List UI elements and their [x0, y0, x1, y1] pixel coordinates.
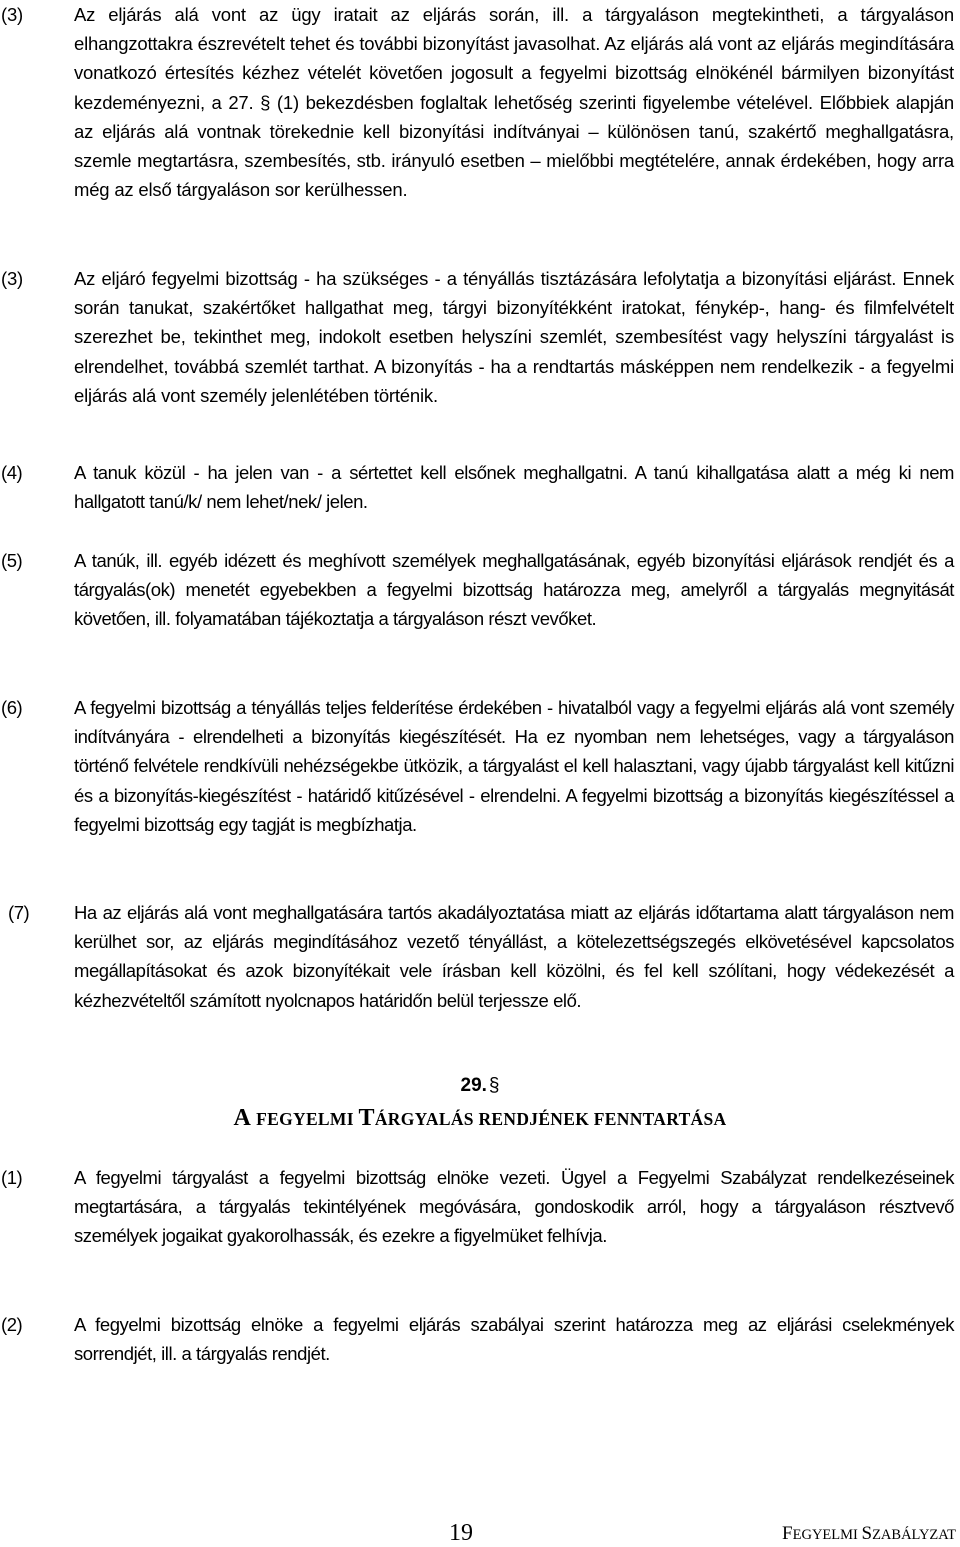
paragraph-number: (3) [1, 4, 24, 25]
document-title [782, 1523, 956, 1546]
paragraph-text: Ha az eljárás alá vont meghallgatására tartós akadályoztatása miatt az eljárás időtartama alatt tárgyaláson nem kerülhet sor, az eljárás megindításához vezető tényállást, a kötelezettségszegés elkövetésével kapcsolatos megállapításokat és azok bizonyítékait vele írásban kell közölni, és fel kell szólítani, hogy védekezését a kézhezvételtől számított nyolcnapos határidőn belül terjessze elő. [74, 902, 954, 1011]
paragraph-text: A fegyelmi bizottság a tényállás teljes felderítése érdekében - hivatalból vagy a fegyelmi eljárás alá vont személy indítványára - elrendelheti a bizonyítás kiegészítését. Ha ez nyomban nem lehetséges, vagy a tárgyaláson történő felvétele rendkívüli nehézségekbe ütközik, a tárgyalást el kell halasztani, vagy újabb tárgyalást kell kitűzni és a bizonyítás-kiegészítést - határidő kitűzésével - elrendelni. A fegyelmi bizottság a bizonyítás kiegészítéssel a fegyelmi bizottság egy tagját is megbízhatja. [74, 697, 954, 835]
paragraph-3b [0, 264, 960, 410]
paragraph-29-2 [0, 1310, 960, 1368]
paragraph-number: (5) [1, 550, 23, 571]
paragraph-text: A fegyelmi tárgyalást a fegyelmi bizottság elnöke vezeti. Ügyel a Fegyelmi Szabályzat rendelkezéseinek megtartására, a tárgyalás tekintélyének megóvására, gondoskodik arról, hogy a tárgyaláson résztvevő személyek jogaikat gyakorolhassák, és ezekre a figyelmüket felhívja. [74, 1167, 954, 1247]
section-title-part: ÁRGYALÁS RENDJÉNEK FENNTARTÁSA [374, 1109, 727, 1129]
section-number-text: 29. [460, 1075, 487, 1096]
section-title [0, 1103, 960, 1134]
paragraph-text: Az eljárás alá vont az ügy iratait az eljárás során, ill. a tárgyaláson megtekintheti, a tárgyaláson elhangzottakra észrevételt tehet és további bizonyítást javasolhat. Az eljárás alá vont az eljárás megindítására vonatkozó értesítés kézhez vételét követően jogosult a fegyelmi bizottság elnökénél bármilyen bizonyítást kezdeményezni, a 27. § (1) bekezdésben foglaltak lehetőség szerinti figyelembe vételével. Előbbiek alapján az eljárás alá vontnak törekednie kell bizonyítási indítványai – különösen tanú, szakértő meghallgatásra, szemle megtartásra, szembesítés, stb. irányuló esetben – mielőbbi megtételére, annak érdekében, hogy arra még az első tárgyaláson sor kerülhessen. [74, 4, 954, 201]
paragraph-number: (6) [1, 697, 23, 718]
paragraph-number: (3) [1, 268, 24, 289]
paragraph-text: A tanuk közül - ha jelen van - a sértettet kell elsőnek meghallgatni. A tanú kihallgatása alatt a még ki nem hallgatott tanú/k/ nem lehet/nek/ jelen. [74, 462, 954, 513]
paragraph-number: (4) [1, 462, 23, 483]
section-title-part: FEGYELMI [256, 1109, 359, 1129]
section-title-initial: T [358, 1105, 375, 1131]
section-title-initial: A [233, 1105, 257, 1131]
paragraph-7 [0, 898, 960, 1015]
paragraph-4 [0, 458, 960, 516]
paragraph-text: Az eljáró fegyelmi bizottság - ha szükséges - a tényállás tisztázására lefolytatja a bizonyítási eljárást. Ennek során tanukat, szakértőket hallgathat meg, tárgyi bizonyítékként iratokat, fénykép-, hang- és filmfelvételt szerezhet be, tekinthet meg, indokolt esetben helyszíni szemlét, szembesítést vagy helyszíni tárgyalást is elrendelhet, továbbá szemlét tarthat. A bizonyítás - ha a rendtartás másképpen nem rendelkezik - a fegyelmi eljárás alá vont személy jelenlétében történik. [74, 268, 954, 406]
paragraph-3a [0, 0, 960, 204]
document-title-initial: F [782, 1523, 793, 1544]
document-title-part: EGYELMI [792, 1527, 862, 1543]
section-sign: § [488, 1075, 500, 1096]
page-number: 19 [449, 1520, 473, 1546]
paragraph-number: (2) [1, 1314, 23, 1335]
paragraph-5 [0, 546, 960, 634]
document-title-part: ZABÁLYZAT [872, 1527, 956, 1543]
section-number [0, 1074, 960, 1098]
paragraph-29-1 [0, 1163, 960, 1251]
paragraph-number: (7) [8, 902, 30, 923]
paragraph-6 [0, 693, 960, 839]
paragraph-text: A tanúk, ill. egyéb idézett és meghívott személyek meghallgatásának, egyéb bizonyítási eljárások rendjét és a tárgyalás(ok) menetét egyebekben a fegyelmi bizottság határozza meg, amelyről a tárgyalás megnyitását követően, ill. folyamatában tájékoztatja a tárgyaláson részt vevőket. [74, 550, 954, 630]
document-title-initial: S [861, 1523, 873, 1544]
paragraph-text: A fegyelmi bizottság elnöke a fegyelmi eljárás szabályai szerint határozza meg az eljárási cselekmények sorrendjét, ill. a tárgyalás rendjét. [74, 1314, 954, 1365]
paragraph-number: (1) [1, 1167, 23, 1188]
